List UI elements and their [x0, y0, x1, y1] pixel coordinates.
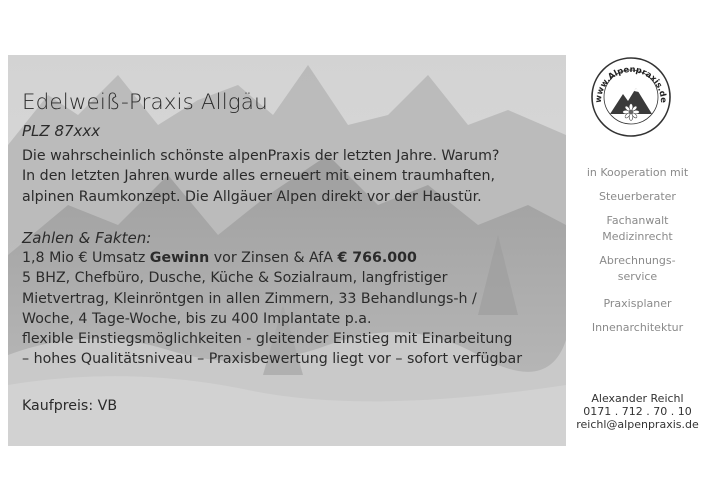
facts-line: Mietvertrag, Kleinröntgen in allen Zimmern, 33 Behandlungs-h /	[22, 290, 477, 307]
sidebar-item-fachanwalt: Fachanwalt Medizinrecht	[602, 214, 673, 243]
logo-text: www.Alpenpraxis.de	[592, 63, 670, 104]
profit-label: Gewinn	[149, 250, 210, 266]
profit-value: € 766.000	[337, 250, 417, 266]
sidebar-item-praxisplaner: Praxisplaner	[603, 297, 672, 310]
intro-text	[22, 146, 499, 207]
intro-line: alpinen Raumkonzept. Die Allgäuer Alpen direkt vor der Haustür.	[22, 188, 482, 205]
sidebar-item-innenarchitektur: Innenarchitektur	[591, 321, 684, 334]
alpenpraxis-logo[interactable]	[590, 56, 672, 138]
ad-title: Edelweiß-Praxis Allgäu	[22, 90, 268, 115]
revenue-text: 1,8 Mio € Umsatz	[22, 250, 150, 266]
logo-emblem	[590, 56, 672, 138]
intro-line: Die wahrscheinlich schönste alpenPraxis der letzten Jahre. Warum?	[22, 148, 500, 164]
facts-line: 5 BHZ, Chefbüro, Dusche, Küche & Sozialraum, langfristiger	[22, 270, 448, 287]
contact-email[interactable]: reichl@alpenpraxis.de	[576, 418, 699, 432]
facts-line-revenue	[22, 248, 522, 268]
profit-qualifier: vor Zinsen & AfA	[209, 250, 338, 266]
sidebar-item-abrechnung: Abrechnungs- service	[599, 254, 676, 283]
postal-code: PLZ 87xxx	[22, 122, 101, 140]
facts-line: – hohes Qualitätsniveau – Praxisbewertung liegt vor – sofort verfügbar	[22, 351, 523, 368]
contact-name: Alexander Reichl	[591, 392, 684, 405]
sidebar-item-steuerberater: Steuerberater	[599, 190, 676, 203]
contact-block	[568, 392, 707, 432]
facts-line: Woche, 4 Tage-Woche, bis zu 400 Implantate p.a.	[22, 310, 372, 327]
intro-line: In den letzten Jahren wurde alles erneuert mit einem traumhaften,	[22, 168, 495, 185]
contact-phone[interactable]: 0171 . 712 . 70 . 10	[583, 405, 692, 419]
price: Kaufpreis: VB	[22, 398, 118, 414]
facts-list	[22, 248, 522, 370]
sidebar-item-kooperation: in Kooperation mit	[586, 166, 689, 179]
facts-line: flexible Einstiegsmöglichkeiten - gleitender Einstieg mit Einarbeitung	[22, 331, 513, 348]
facts-heading: Zahlen & Fakten:	[22, 229, 152, 247]
